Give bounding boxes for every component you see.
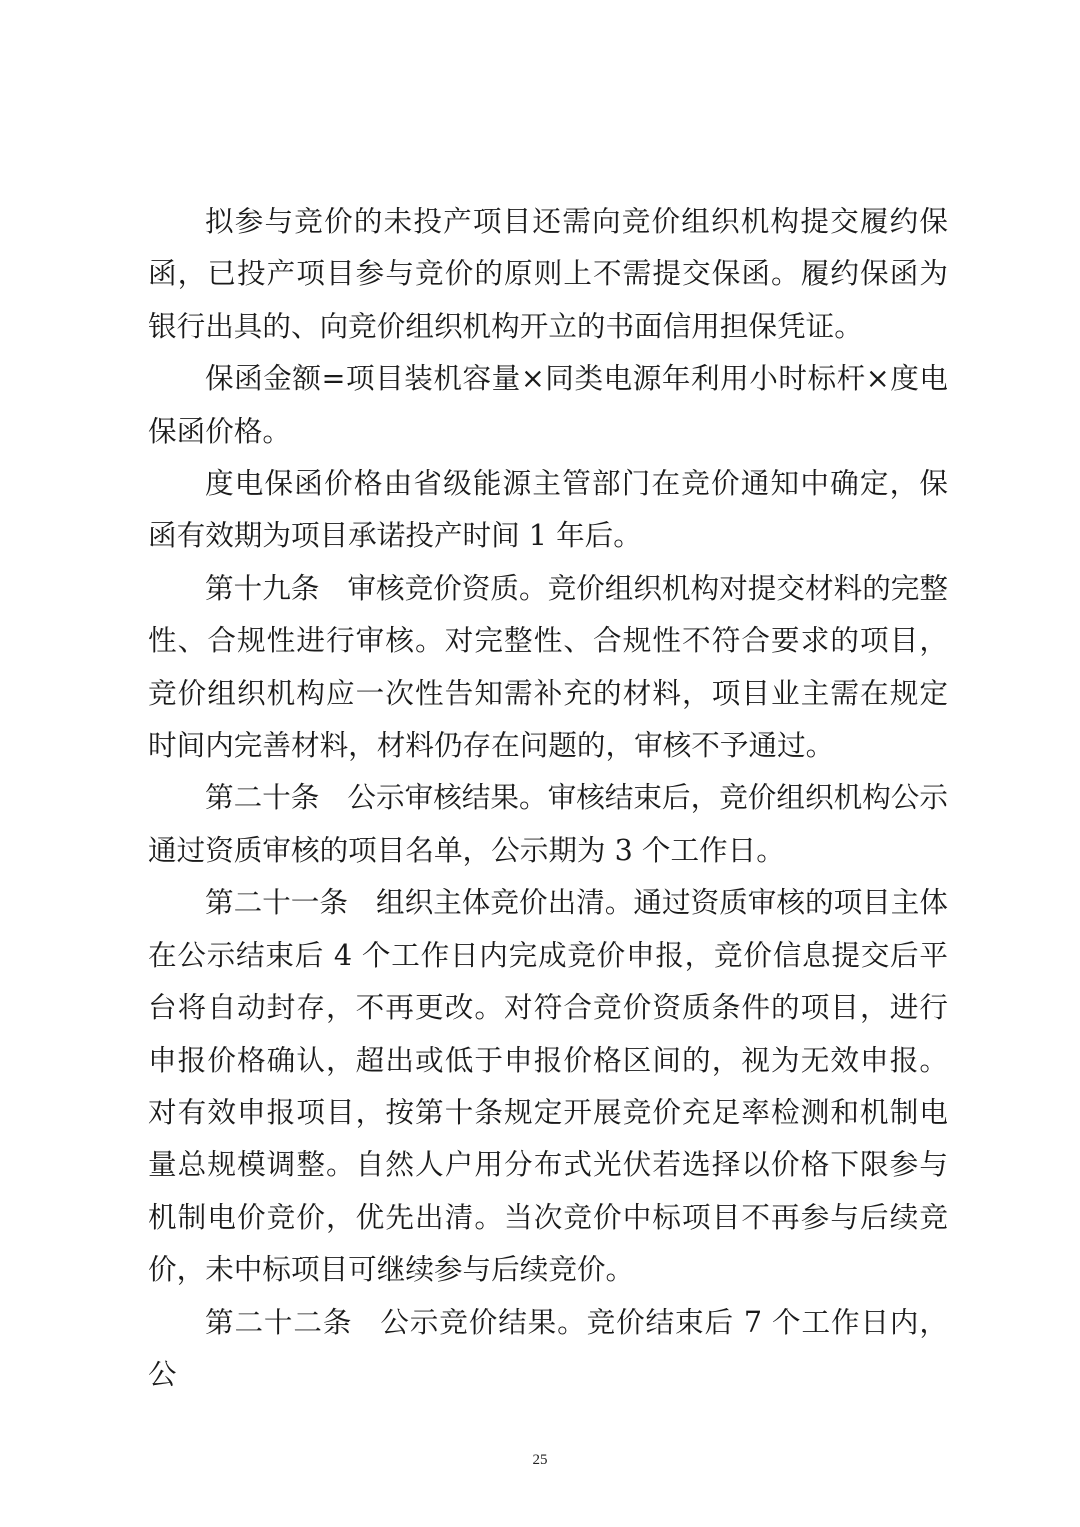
article-number: 第十九条 [205,570,320,605]
paragraph-text: 公示竞价结果。竞价结束后 7 个工作日内，公 [148,1304,948,1391]
paragraph-text: 保函金额=项目装机容量×同类电源年利用小时标杆×度电保函价格。 [148,361,948,448]
paragraph-text: 度电保函价格由省级能源主管部门在竞价通知中确定，保函有效期为项目承诺投产时间 1 年后。 [148,466,948,553]
paragraph-article-21 [148,876,948,1295]
page-number: 25 [532,1452,548,1468]
paragraph-guarantee-price [148,457,948,562]
paragraph-text: 审核竞价资质。竞价组织机构对提交材料的完整性、合规性进行审核。对完整性、合规性不符合要求的项目，竞价组织机构应一次性告知需补充的材料，项目业主需在规定时间内完善材料，材料仍存在问题的，审核不予通过。 [148,570,948,763]
paragraph-text: 组织主体竞价出清。通过资质审核的项目主体在公示结束后 4 个工作日内完成竞价申报，竞价信息提交后平台将自动封存，不再更改。对符合竞价资质条件的项目，进行申报价格确认，超出或低于申报价格区间的，视为无效申报。对有效申报项目，按第十条规定开展竞价充足率检测和机制电量总规模调整。自然人户用分布式光伏若选择以价格下限参与机制电价竞价，优先出清。当次竞价中标项目不再参与后续竞价，未中标项目可继续参与后续竞价。 [148,885,948,1287]
paragraph-guarantee-formula [148,352,948,457]
article-number: 第二十一条 [205,885,348,920]
article-number: 第二十二条 [205,1304,353,1339]
paragraph-text: 公示审核结果。审核结束后，竞价组织机构公示通过资质审核的项目名单，公示期为 3 个工作日。 [148,780,948,867]
article-number: 第二十条 [205,780,320,815]
paragraph-article-19 [148,562,948,772]
paragraph-guarantee-requirement [148,195,948,352]
paragraph-article-22 [148,1296,948,1401]
paragraph-text: 拟参与竞价的未投产项目还需向竞价组织机构提交履约保函，已投产项目参与竞价的原则上不需提交保函。履约保函为银行出具的、向竞价组织机构开立的书面信用担保凭证。 [148,204,948,343]
paragraph-article-20 [148,771,948,876]
page-body [148,195,948,1400]
